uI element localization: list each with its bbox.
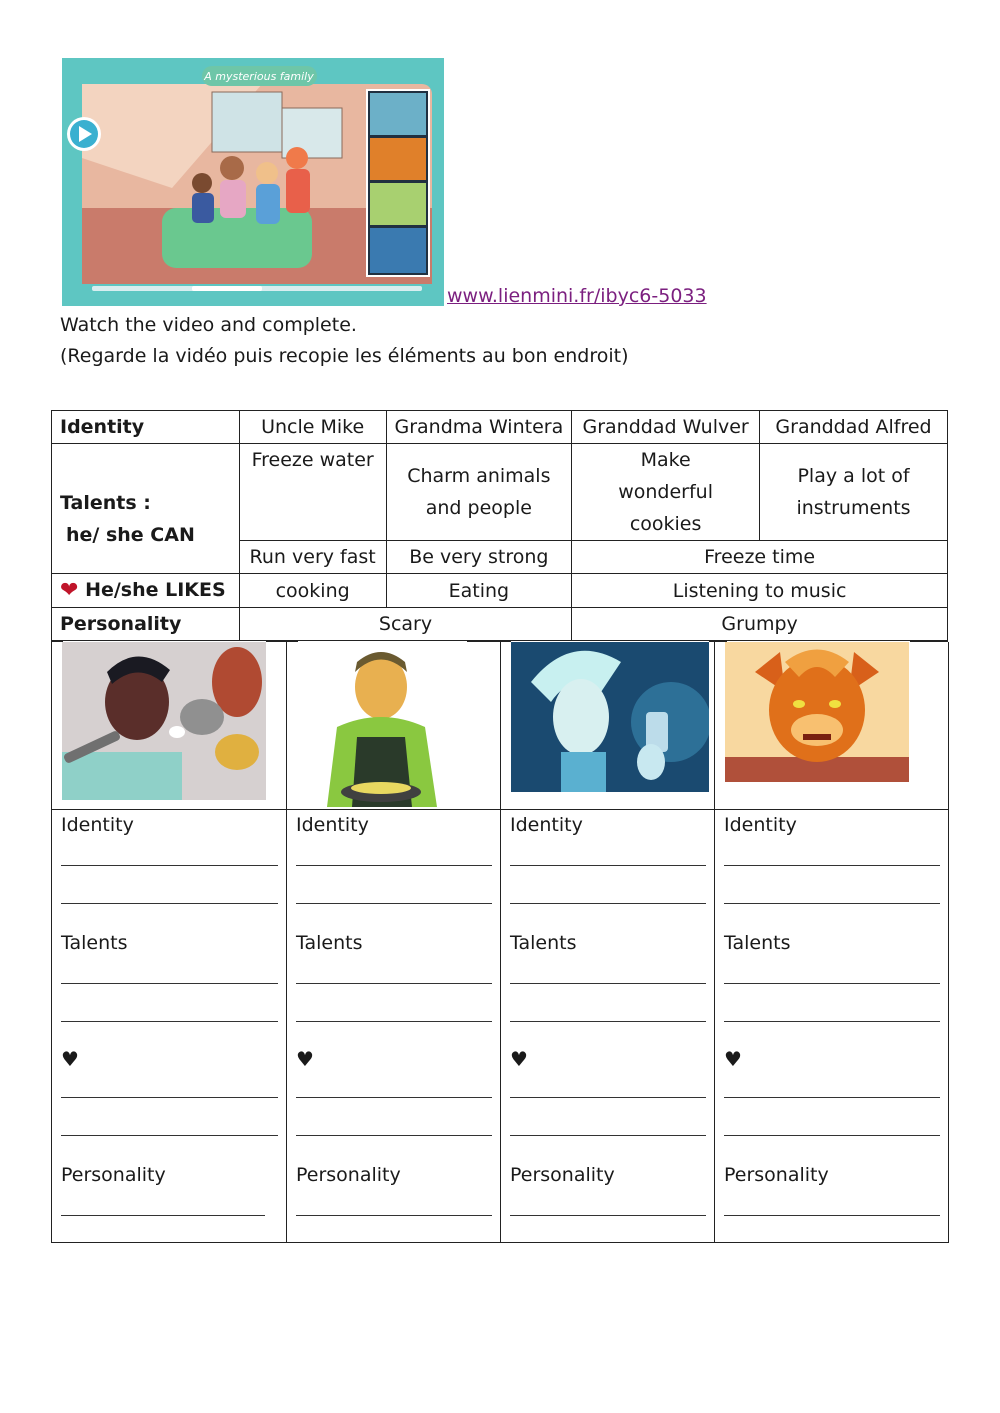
likes-cell: Eating: [386, 574, 572, 608]
instruction-french: (Regarde la vidéo puis recopie les éléments au bon endroit): [60, 345, 629, 367]
musician-picture: [62, 642, 266, 800]
identity-cell: Granddad Alfred: [760, 411, 948, 444]
personality-label: Personality: [724, 1164, 829, 1186]
identity-label: Identity: [510, 814, 583, 836]
talents-label: Talents: [510, 932, 577, 954]
talent-cell: Make wonderful cookies: [572, 444, 760, 541]
answer-line[interactable]: [724, 982, 940, 984]
heart-icon: ♥: [296, 1047, 314, 1071]
talents-label: Talents: [296, 932, 363, 954]
video-thumbnail[interactable]: [62, 58, 444, 306]
answer-line[interactable]: [61, 864, 278, 866]
likes-cell: cooking: [239, 574, 386, 608]
character-worksheet-table: [51, 642, 949, 1243]
likes-cell: Listening to music: [572, 574, 948, 608]
answer-line[interactable]: [510, 1096, 706, 1098]
answer-line[interactable]: [61, 982, 278, 984]
heart-icon: ♥: [61, 1047, 79, 1071]
talent-cell: Freeze time: [572, 541, 948, 574]
answer-line[interactable]: [510, 864, 706, 866]
instruction-english: Watch the video and complete.: [60, 314, 357, 336]
video-title: A mysterious family: [204, 70, 314, 83]
ice-woman-picture: [511, 642, 709, 792]
talent-cell: Be very strong: [386, 541, 572, 574]
answer-line[interactable]: [296, 982, 492, 984]
personality-label: Personality: [296, 1164, 401, 1186]
character-card: [52, 810, 287, 1243]
talents-label: Talents :: [60, 491, 151, 514]
identity-header: Identity: [52, 411, 240, 444]
talents-label: Talents: [724, 932, 791, 954]
werewolf-picture: [725, 642, 909, 782]
identity-cell: Grandma Wintera: [386, 411, 572, 444]
talents-label: Talents: [61, 932, 128, 954]
answer-line[interactable]: [296, 864, 492, 866]
can-label: he/ she CAN: [66, 523, 195, 546]
character-card: [287, 810, 501, 1243]
identity-label: Identity: [724, 814, 797, 836]
talent-cell: Charm animals and people: [386, 444, 572, 541]
identity-cell: Uncle Mike: [239, 411, 386, 444]
picture-cell: [501, 642, 715, 810]
talent-cell: Freeze water: [239, 444, 386, 541]
cook-picture: [297, 642, 465, 807]
likes-header: [52, 574, 240, 608]
answer-line[interactable]: [724, 1096, 940, 1098]
picture-cell: [715, 642, 949, 810]
heart-icon: ❤: [60, 578, 79, 603]
answer-line[interactable]: [296, 1096, 492, 1098]
identity-cell: Granddad Wulver: [572, 411, 760, 444]
answer-line[interactable]: [510, 982, 706, 984]
character-info-table: [51, 410, 948, 641]
personality-label: Personality: [510, 1164, 615, 1186]
personality-label: Personality: [61, 1164, 166, 1186]
identity-label: Identity: [296, 814, 369, 836]
personality-cell: Grumpy: [572, 608, 948, 641]
character-card: [501, 810, 715, 1243]
answer-line[interactable]: [61, 1096, 278, 1098]
heart-icon: ♥: [510, 1047, 528, 1071]
likes-label: He/she LIKES: [85, 579, 226, 601]
talent-cell: Play a lot of instruments: [760, 444, 948, 541]
video-link[interactable]: www.lienmini.fr/ibyc6-5033: [447, 285, 707, 307]
personality-cell: Scary: [239, 608, 571, 641]
talents-header: [52, 444, 240, 574]
picture-cell: [287, 642, 501, 810]
character-card: [715, 810, 949, 1243]
answer-line[interactable]: [724, 864, 940, 866]
picture-cell: [52, 642, 287, 810]
personality-header: Personality: [52, 608, 240, 641]
heart-icon: ♥: [724, 1047, 742, 1071]
identity-label: Identity: [61, 814, 134, 836]
talent-cell: Run very fast: [239, 541, 386, 574]
